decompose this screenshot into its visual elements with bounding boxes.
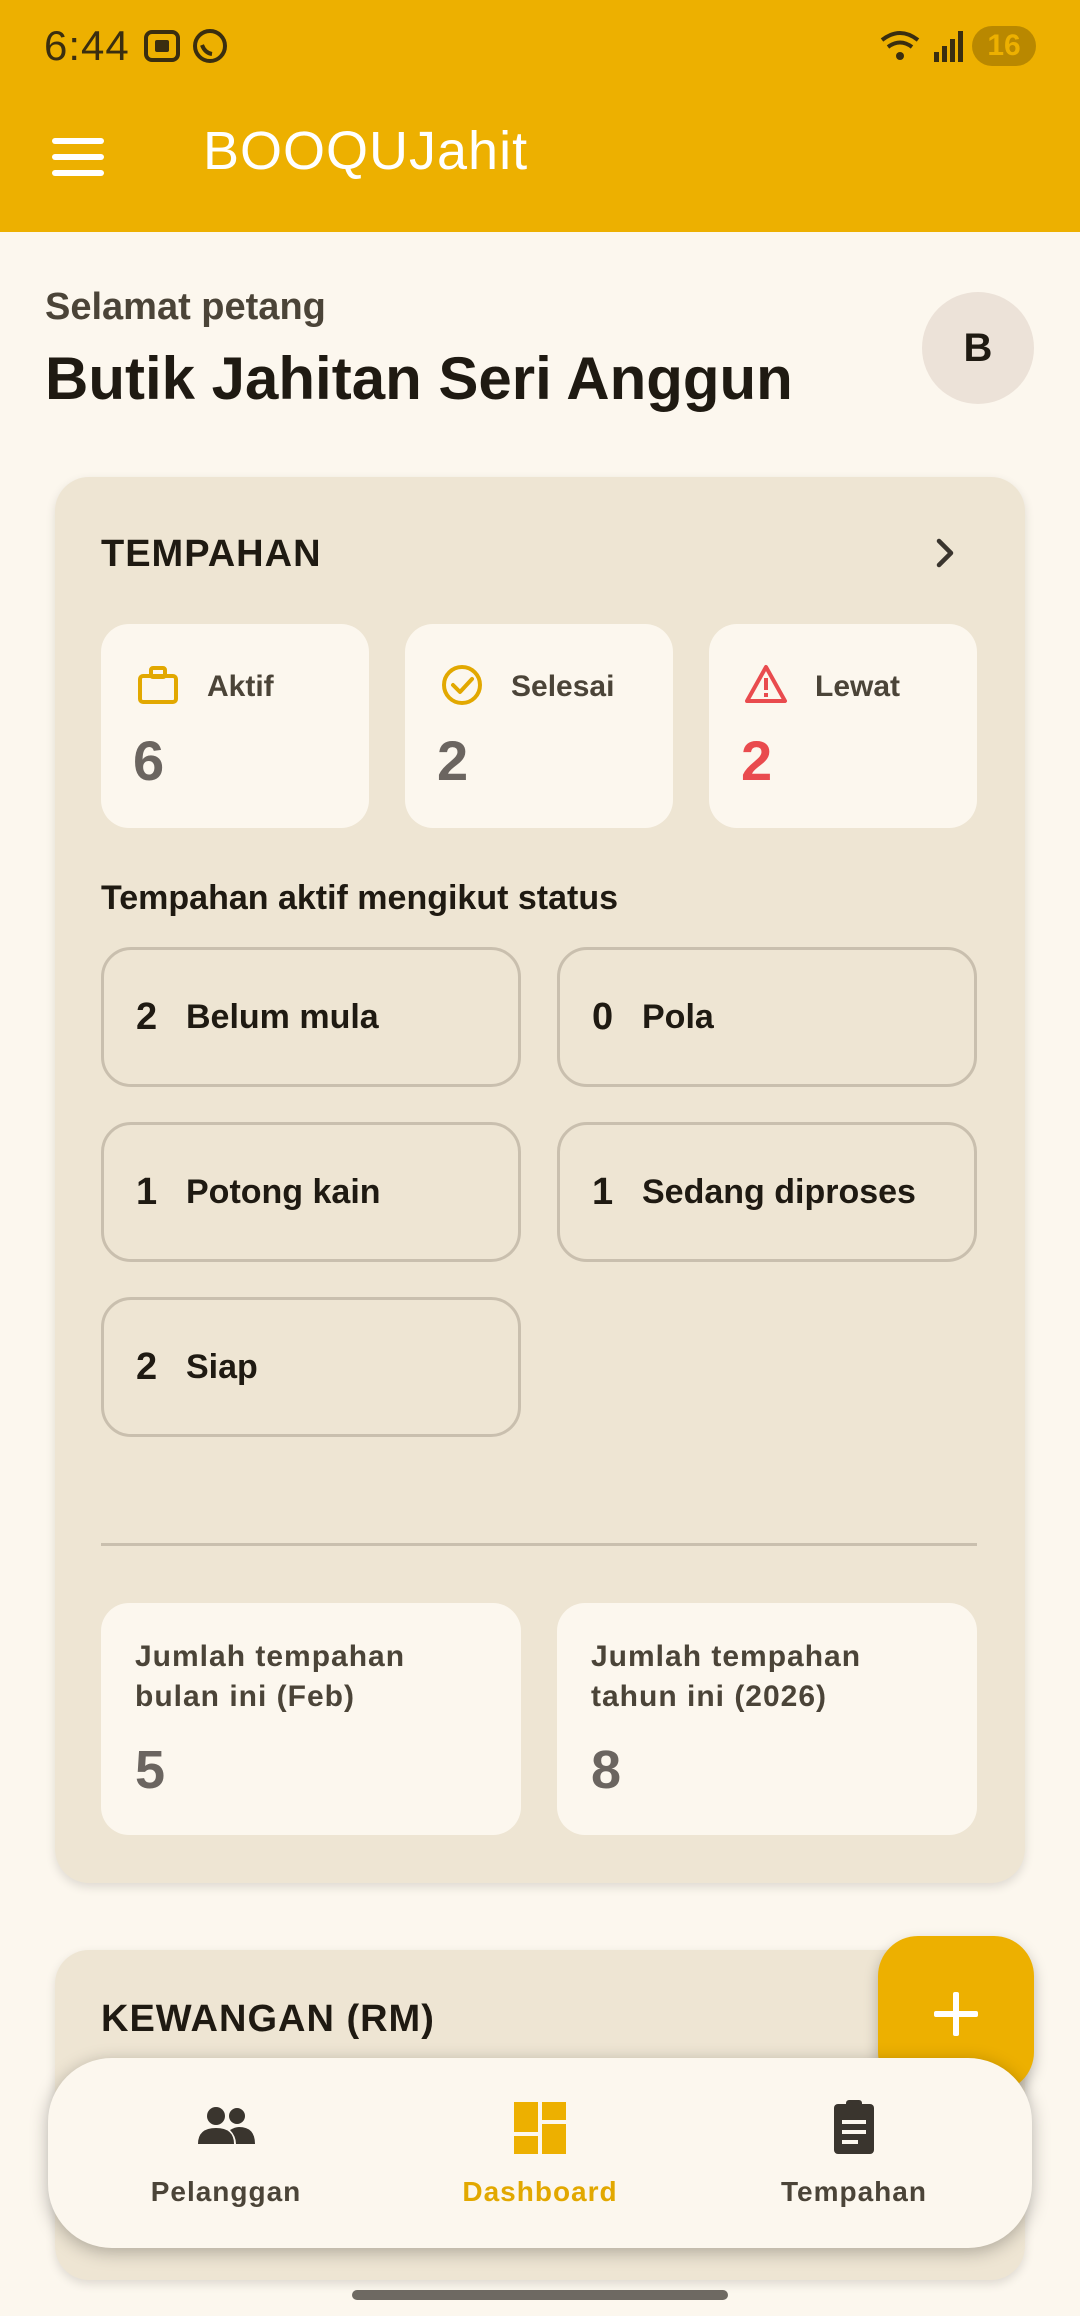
status-count: 1 bbox=[136, 1171, 158, 1213]
status-count: 2 bbox=[136, 996, 158, 1038]
nav-item-tempahan[interactable] bbox=[704, 2058, 1004, 2248]
bottom-navigation bbox=[48, 2058, 1032, 2248]
total-value: 8 bbox=[591, 1740, 622, 1800]
total-month-card bbox=[101, 1603, 521, 1835]
stat-label: Selesai bbox=[511, 670, 615, 703]
avatar[interactable]: B bbox=[922, 292, 1034, 404]
chevron-right-icon[interactable] bbox=[925, 533, 965, 573]
status-label: Sedang diproses bbox=[642, 1173, 916, 1211]
greeting-subtitle: Selamat petang bbox=[45, 286, 326, 328]
total-year-card bbox=[557, 1603, 977, 1835]
orders-title: TEMPAHAN bbox=[101, 533, 322, 575]
stat-label: Aktif bbox=[207, 670, 274, 703]
status-label: Belum mula bbox=[186, 998, 379, 1036]
screenshot-icon bbox=[142, 26, 182, 66]
app-title: BOOQUJahit bbox=[203, 121, 529, 181]
nav-item-pelanggan[interactable] bbox=[76, 2058, 376, 2248]
stat-label: Lewat bbox=[815, 670, 901, 703]
clipboard-icon bbox=[822, 2100, 886, 2156]
status-chip-siap[interactable] bbox=[101, 1297, 521, 1437]
status-chip-sedang-diproses[interactable] bbox=[557, 1122, 977, 1262]
check-circle-icon bbox=[439, 662, 485, 708]
total-label: Jumlah tempahan tahun ini (2026) bbox=[591, 1640, 862, 1713]
whatsapp-icon bbox=[190, 26, 230, 66]
status-chip-potong-kain[interactable] bbox=[101, 1122, 521, 1262]
stat-completed[interactable] bbox=[405, 624, 673, 828]
stat-value: 6 bbox=[133, 729, 165, 792]
status-section-label: Tempahan aktif mengikut status bbox=[101, 879, 619, 917]
status-time: 6:44 bbox=[44, 22, 130, 69]
status-count: 0 bbox=[592, 996, 614, 1038]
stat-value: 2 bbox=[437, 729, 469, 792]
signal-icon bbox=[930, 26, 970, 66]
total-value: 5 bbox=[135, 1740, 166, 1800]
nav-label: Dashboard bbox=[462, 2176, 618, 2207]
status-label: Pola bbox=[642, 998, 714, 1036]
stat-overdue[interactable] bbox=[709, 624, 977, 828]
battery-indicator: 16 bbox=[972, 26, 1036, 66]
app-header bbox=[0, 0, 1080, 232]
briefcase-icon bbox=[135, 662, 181, 708]
status-bar bbox=[0, 0, 1080, 96]
dashboard-icon bbox=[508, 2100, 572, 2156]
status-label: Siap bbox=[186, 1348, 258, 1386]
home-indicator bbox=[352, 2290, 728, 2300]
stat-value: 2 bbox=[741, 729, 773, 792]
people-icon bbox=[194, 2100, 258, 2156]
wifi-icon bbox=[878, 26, 922, 66]
orders-card bbox=[55, 477, 1025, 1883]
warning-icon bbox=[743, 662, 789, 708]
divider bbox=[101, 1543, 977, 1546]
finance-title: KEWANGAN (RM) bbox=[101, 1998, 435, 2040]
status-chip-pola[interactable] bbox=[557, 947, 977, 1087]
nav-label: Pelanggan bbox=[150, 2176, 302, 2207]
nav-label: Tempahan bbox=[781, 2176, 927, 2207]
total-label: Jumlah tempahan bulan ini (Feb) bbox=[135, 1640, 406, 1713]
status-count: 2 bbox=[136, 1346, 158, 1388]
status-count: 1 bbox=[592, 1171, 614, 1213]
status-label: Potong kain bbox=[186, 1173, 381, 1211]
business-name: Butik Jahitan Seri Anggun bbox=[45, 345, 793, 412]
status-chip-belum-mula[interactable] bbox=[101, 947, 521, 1087]
stat-active[interactable] bbox=[101, 624, 369, 828]
nav-item-dashboard[interactable] bbox=[390, 2058, 690, 2248]
menu-icon[interactable] bbox=[52, 138, 104, 176]
